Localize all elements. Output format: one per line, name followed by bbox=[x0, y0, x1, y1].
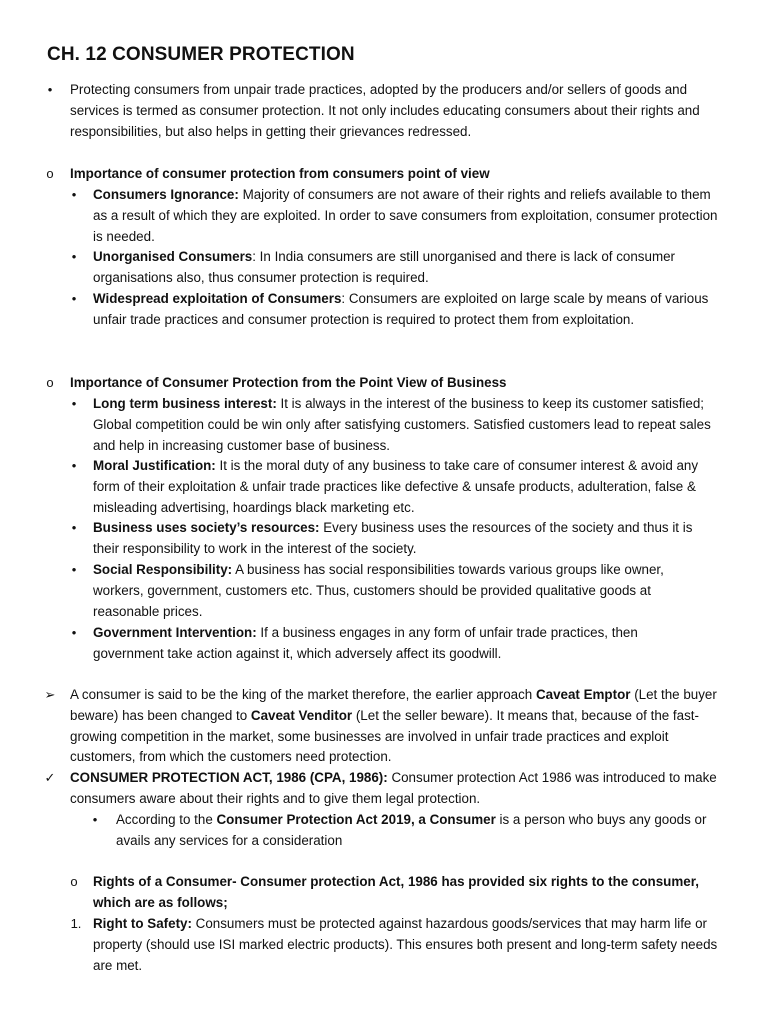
circle-bullet-icon: o bbox=[46, 375, 54, 390]
item-label: Consumers Ignorance: bbox=[93, 187, 239, 202]
circle-bullet-icon: o bbox=[70, 874, 78, 889]
page-title: CH. 12 CONSUMER PROTECTION bbox=[47, 44, 355, 65]
bullet-icon: • bbox=[71, 249, 77, 264]
cpa2019-text-1: According to the bbox=[116, 812, 217, 827]
item-label: Moral Justification: bbox=[93, 458, 216, 473]
business-item-long-term bbox=[93, 394, 723, 456]
item-text: : In India consumers are still unorganised and there is lack of consumer organisations also, thus consumer protection is required. bbox=[93, 249, 676, 285]
check-icon: ✓ bbox=[44, 770, 56, 785]
bullet-icon: • bbox=[71, 520, 77, 535]
arrow-bullet-icon: ➢ bbox=[44, 687, 56, 702]
bullet-icon: • bbox=[71, 625, 77, 640]
king-paragraph bbox=[70, 685, 730, 768]
item-text: Majority of consumers are not aware of their rights and reliefs available to them as a result of which they are exploited. In order to save consumers from exploitation, consumer protection is needed. bbox=[93, 187, 718, 244]
item-label: Social Responsibility: bbox=[93, 562, 233, 577]
list-number: 1. bbox=[70, 916, 82, 931]
caveat-venditor: Caveat Venditor bbox=[250, 707, 353, 723]
business-item-social bbox=[93, 560, 708, 622]
intro-paragraph: Protecting consumers from unpair trade practices, adopted by the producers and/or sellers of goods and services is termed as consumer protection. It not only includes educating consumers about their rights and responsibilities, but also helps in getting their grievances redressed. bbox=[70, 82, 700, 139]
item-text: A business has social responsibilities towards various groups like owner, workers, government, customers etc. Thus, customers should be provided qualitative goods at reasonable prices. bbox=[93, 562, 664, 619]
bullet-icon: • bbox=[71, 562, 77, 577]
king-text-3: (Let the seller beware). It means that, because of the fast-growing competition in the market, some businesses are involved in unfair trade practices and exploit customers, from which the customers need protection. bbox=[70, 707, 699, 765]
bullet-icon: • bbox=[92, 812, 98, 827]
caveat-emptor: Caveat Emptor bbox=[535, 687, 631, 702]
king-text-1: A consumer is said to be the king of the market therefore, the earlier approach bbox=[70, 687, 536, 702]
cpa2019-text-2: is a person who buys any goods or avails any services for a consideration bbox=[116, 812, 707, 848]
item-text: : Consumers are exploited on large scale by means of various unfair trade practices and consumer protection is required to protect them from exploitation. bbox=[93, 291, 709, 327]
bullet-icon: • bbox=[47, 82, 53, 97]
circle-bullet-icon: o bbox=[46, 166, 54, 181]
item-text: It is the moral duty of any business to take care of consumer interest & avoid any form of their exploitation & unfair trade practices like defective & unsafe products, adulteration, false & misleading advertising, hoardings black marketing etc. bbox=[93, 458, 699, 515]
cpa-label: CONSUMER PROTECTION ACT, 1986 (CPA, 1986): bbox=[70, 770, 388, 785]
right-text: Consumers must be protected against hazardous goods/services that may harm life or property (should use ISI marked electric products). This ensures both present and long-term safety needs are met. bbox=[93, 916, 718, 973]
right-to-safety bbox=[93, 914, 721, 976]
consumer-item-unorganised bbox=[93, 247, 718, 289]
rights-heading: Rights of a Consumer- Consumer protection Act, 1986 has provided six rights to the consumer, which are as follows; bbox=[93, 874, 699, 910]
consumer-view-heading: Importance of consumer protection from consumers point of view bbox=[70, 166, 490, 181]
business-item-government bbox=[93, 623, 708, 665]
business-item-moral bbox=[93, 456, 727, 518]
business-item-resources bbox=[93, 518, 713, 560]
cpa-text: Consumer protection Act 1986 was introduced to make consumers aware about their rights and to give them legal protection. bbox=[70, 770, 717, 806]
item-text: It is always in the interest of the business to keep its customer satisfied; Global competition could be win only after satisfying customers. Satisfied customers lead to repeat sales and help in increasing customer base of business. bbox=[93, 396, 711, 453]
item-label: Government Intervention: bbox=[93, 625, 257, 640]
bullet-icon: • bbox=[71, 396, 77, 411]
bullet-icon: • bbox=[71, 291, 77, 306]
item-text: Every business uses the resources of the society and thus it is their responsibility to work in the interest of the society. bbox=[93, 520, 693, 556]
bullet-icon: • bbox=[71, 458, 77, 473]
bullet-icon: • bbox=[71, 187, 77, 202]
item-text: If a business engages in any form of unfair trade practices, then government take action against it, which adversely affect its goodwill. bbox=[93, 625, 638, 661]
item-label: Unorganised Consumers bbox=[93, 249, 253, 264]
right-label: Right to Safety: bbox=[93, 916, 192, 931]
consumer-item-ignorance bbox=[93, 185, 718, 247]
cpa-paragraph bbox=[70, 768, 720, 810]
cpa2019-bold: Consumer Protection Act 2019, a Consumer bbox=[216, 812, 496, 827]
king-text-2: (Let the buyer beware) has been changed to bbox=[70, 687, 717, 723]
item-label: Widespread exploitation of Consumers bbox=[93, 291, 342, 306]
business-view-heading: Importance of Consumer Protection from the Point View of Business bbox=[70, 375, 507, 390]
item-label: Business uses society’s resources: bbox=[93, 520, 320, 535]
item-label: Long term business interest: bbox=[93, 396, 277, 411]
cpa2019-paragraph bbox=[116, 810, 728, 852]
consumer-item-exploitation bbox=[93, 289, 718, 331]
